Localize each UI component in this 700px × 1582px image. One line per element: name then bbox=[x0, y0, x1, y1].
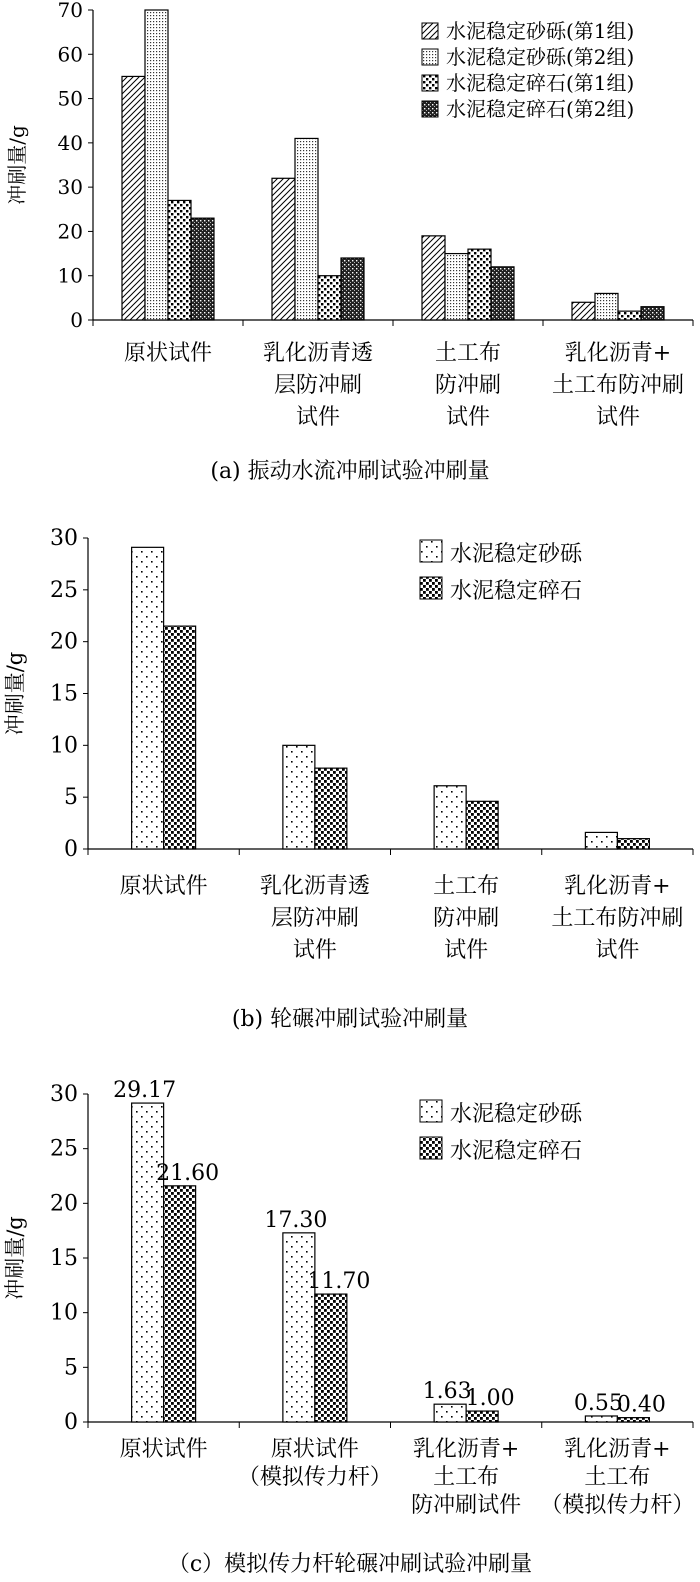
x-tick-label: 土工布 bbox=[433, 874, 500, 899]
y-axis-title: 冲刷量/g bbox=[3, 651, 27, 736]
x-tick-label: 土工布 bbox=[584, 1465, 651, 1490]
x-tick-label: 土工布防冲刷 bbox=[551, 373, 685, 398]
bar bbox=[164, 1186, 196, 1422]
x-tick-label: 乳化沥青透 bbox=[262, 341, 374, 366]
bar bbox=[585, 832, 617, 849]
x-tick-label: 原状试件 bbox=[119, 1437, 208, 1462]
x-tick-label: 层防冲刷 bbox=[270, 906, 359, 931]
bar bbox=[283, 1233, 315, 1422]
legend-label: 水泥稳定碎石 bbox=[450, 1139, 583, 1164]
data-label: 21.60 bbox=[156, 1160, 220, 1186]
data-label: 0.55 bbox=[573, 1390, 623, 1416]
data-label: 1.63 bbox=[422, 1379, 472, 1405]
x-tick-label: （模拟传力杆） bbox=[540, 1493, 695, 1518]
y-tick-label: 15 bbox=[50, 1246, 78, 1271]
y-tick-label: 30 bbox=[50, 526, 78, 551]
x-tick-label: 原状试件 bbox=[123, 341, 213, 366]
legend-swatch bbox=[420, 540, 442, 562]
data-label: 11.70 bbox=[307, 1269, 371, 1295]
bar bbox=[466, 801, 498, 849]
bar bbox=[595, 293, 618, 320]
x-tick-label: 原状试件 bbox=[270, 1437, 359, 1462]
data-label: 29.17 bbox=[113, 1078, 177, 1104]
chart-c bbox=[0, 1045, 700, 1582]
y-tick-label: 20 bbox=[57, 219, 83, 244]
x-tick-label: 层防冲刷 bbox=[273, 373, 363, 398]
data-label: 17.30 bbox=[264, 1207, 328, 1233]
x-tick-label: 乳化沥青+ bbox=[412, 1437, 520, 1462]
y-tick-label: 10 bbox=[57, 263, 83, 288]
x-tick-label: 乳化沥青+ bbox=[564, 1437, 671, 1462]
bar bbox=[341, 258, 364, 320]
y-tick-label: 5 bbox=[64, 1355, 78, 1381]
y-axis-title: 冲刷量/g bbox=[5, 125, 29, 205]
chart-title: （c）模拟传力杆轮碾冲刷试验冲刷量 bbox=[167, 1552, 533, 1577]
x-tick-label: （模拟传力杆） bbox=[237, 1465, 392, 1490]
y-tick-label: 70 bbox=[57, 0, 83, 22]
x-tick-label: 防冲刷试件 bbox=[411, 1493, 522, 1518]
x-tick-label: 乳化沥青+ bbox=[564, 341, 672, 366]
x-tick-label: 试件 bbox=[295, 405, 341, 430]
bar bbox=[422, 236, 445, 320]
legend-label: 水泥稳定砂砾(第2组) bbox=[446, 45, 635, 69]
chart-title: (a) 振动水流冲刷试验冲刷量 bbox=[210, 459, 490, 484]
x-tick-label: 防冲刷 bbox=[434, 373, 502, 398]
bar bbox=[315, 768, 347, 849]
bar bbox=[445, 254, 468, 320]
x-tick-label: 试件 bbox=[595, 938, 640, 963]
bar bbox=[295, 138, 318, 320]
y-tick-label: 25 bbox=[50, 1136, 78, 1162]
y-tick-label: 15 bbox=[50, 681, 78, 707]
bar bbox=[434, 786, 466, 849]
legend-label: 水泥稳定砂砾 bbox=[450, 542, 583, 567]
y-tick-label: 25 bbox=[50, 577, 78, 603]
legend-label: 水泥稳定碎石(第1组) bbox=[446, 71, 635, 95]
y-tick-label: 40 bbox=[57, 130, 83, 155]
x-tick-label: 乳化沥青+ bbox=[564, 874, 671, 899]
bar bbox=[618, 311, 641, 320]
x-tick-label: 试件 bbox=[292, 938, 337, 963]
bar bbox=[315, 1294, 347, 1422]
y-tick-label: 20 bbox=[50, 629, 78, 655]
bar bbox=[272, 178, 295, 320]
y-axis-title: 冲刷量/g bbox=[3, 1216, 27, 1300]
bar bbox=[318, 276, 341, 320]
data-label: 1.00 bbox=[465, 1386, 515, 1412]
bar bbox=[468, 249, 491, 320]
y-tick-label: 60 bbox=[57, 42, 83, 67]
x-tick-label: 试件 bbox=[445, 405, 491, 430]
x-tick-label: 试件 bbox=[595, 405, 641, 430]
bar bbox=[168, 200, 191, 320]
bar bbox=[585, 1416, 617, 1422]
bar bbox=[617, 839, 649, 849]
y-tick-label: 10 bbox=[50, 733, 78, 759]
y-tick-label: 10 bbox=[50, 1300, 78, 1326]
bar bbox=[283, 745, 315, 849]
x-tick-label: 土工布 bbox=[433, 1465, 500, 1490]
legend-swatch bbox=[422, 23, 438, 39]
legend-label: 水泥稳定碎石 bbox=[450, 579, 583, 604]
data-label: 0.40 bbox=[616, 1392, 666, 1418]
bar bbox=[491, 267, 514, 320]
chart-a bbox=[0, 0, 700, 500]
legend-swatch bbox=[420, 1137, 442, 1159]
legend-swatch bbox=[422, 49, 438, 65]
bar bbox=[132, 1103, 164, 1422]
y-tick-label: 0 bbox=[70, 308, 83, 332]
x-tick-label: 乳化沥青透 bbox=[259, 874, 370, 899]
bar bbox=[191, 218, 214, 320]
legend-swatch bbox=[420, 577, 442, 599]
chart-b bbox=[0, 510, 700, 1040]
y-tick-label: 5 bbox=[64, 785, 78, 811]
legend-label: 水泥稳定碎石(第2组) bbox=[446, 97, 635, 121]
x-tick-label: 原状试件 bbox=[119, 874, 208, 899]
bar bbox=[434, 1404, 466, 1422]
legend-label: 水泥稳定砂砾(第1组) bbox=[446, 19, 635, 43]
y-tick-label: 30 bbox=[50, 1082, 78, 1107]
bar bbox=[617, 1418, 649, 1422]
bar bbox=[132, 547, 164, 849]
bar bbox=[641, 307, 664, 320]
y-tick-label: 20 bbox=[50, 1191, 78, 1217]
legend-swatch bbox=[420, 1100, 442, 1122]
bar bbox=[122, 76, 145, 320]
chart-title: (b) 轮碾冲刷试验冲刷量 bbox=[231, 1007, 469, 1032]
bar bbox=[145, 10, 168, 320]
bar bbox=[572, 302, 595, 320]
legend-swatch bbox=[422, 75, 438, 91]
y-tick-label: 50 bbox=[57, 86, 83, 111]
bar bbox=[164, 626, 196, 849]
y-tick-label: 30 bbox=[57, 175, 83, 200]
x-tick-label: 试件 bbox=[444, 938, 489, 963]
y-tick-label: 0 bbox=[64, 837, 78, 862]
x-tick-label: 防冲刷 bbox=[433, 906, 500, 931]
x-tick-label: 土工布 bbox=[434, 341, 502, 366]
y-tick-label: 0 bbox=[64, 1410, 78, 1435]
legend-swatch bbox=[422, 101, 438, 117]
legend-label: 水泥稳定砂砾 bbox=[450, 1102, 583, 1127]
x-tick-label: 土工布防冲刷 bbox=[551, 906, 684, 931]
bar bbox=[466, 1411, 498, 1422]
